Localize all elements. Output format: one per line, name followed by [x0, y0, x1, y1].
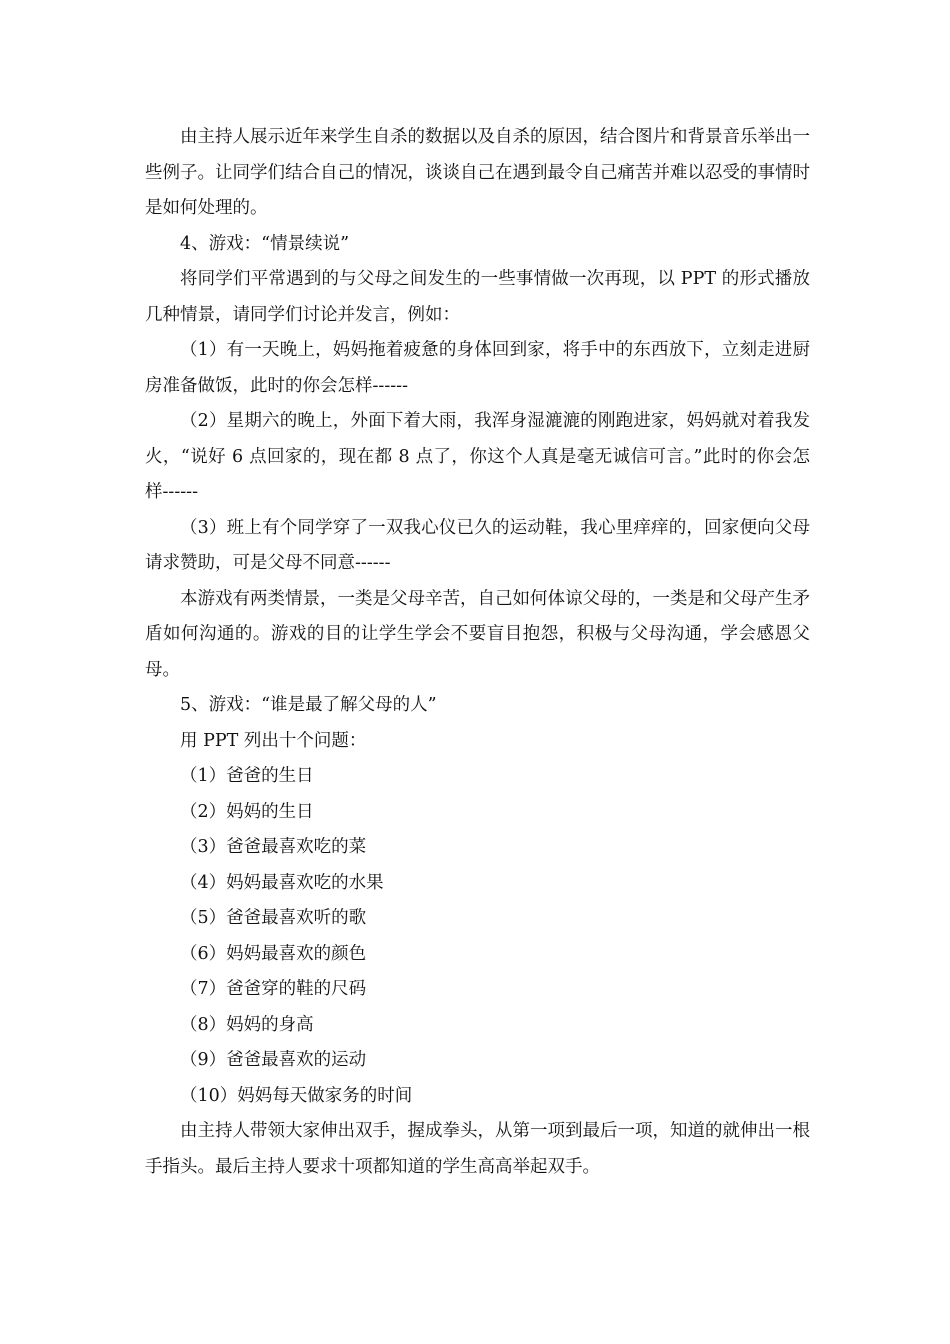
question-item-9: （9）爸爸最喜欢的运动	[180, 1050, 367, 1070]
question-item-6: （6）妈妈最喜欢的颜色	[180, 943, 367, 964]
question-item-1: （1）爸爸的生日	[180, 766, 314, 786]
question-item-4: （4）妈妈最喜欢吃的水果	[180, 872, 384, 893]
paragraph-game-5-intro: 用 PPT 列出十个问题：	[180, 730, 367, 751]
question-item-10: （10）妈妈每天做家务的时间	[180, 1085, 413, 1106]
document-body	[145, 120, 810, 1185]
question-item-7: （7）爸爸穿的鞋的尺码	[180, 979, 367, 999]
scenario-1: （1）有一天晚上，妈妈拖着疲惫的身体回到家，将手中的东西放下，立刻走进厨房准备做饭，此时的你会怎样------	[145, 340, 810, 396]
section-heading-game-4: 4、游戏：“情景续说”	[180, 233, 350, 254]
question-item-3: （3）爸爸最喜欢吃的菜	[180, 837, 367, 857]
question-item-5: （5）爸爸最喜欢听的歌	[180, 908, 367, 928]
paragraph-intro: 由主持人展示近年来学生自杀的数据以及自杀的原因，结合图片和背景音乐举出一些例子。让同学们结合自己的情况，谈谈自己在遇到最令自己痛苦并难以忍受的事情时是如何处理的。	[145, 127, 810, 218]
paragraph-game-5-conclusion: 由主持人带领大家伸出双手，握成拳头，从第一项到最后一项，知道的就伸出一根手指头。最后主持人要求十项都知道的学生高高举起双手。	[145, 1121, 810, 1177]
question-item-2: （2）妈妈的生日	[180, 801, 314, 822]
scenario-3: （3）班上有个同学穿了一双我心仪已久的运动鞋，我心里痒痒的，回家便向父母请求赞助，可是父母不同意------	[145, 517, 810, 573]
scenario-2: （2）星期六的晚上，外面下着大雨，我浑身湿漉漉的刚跑进家，妈妈就对着我发火，“说好 6 点回家的，现在都 8 点了，你这个人真是毫无诚信可言。”此时的你会怎样------	[145, 411, 810, 502]
paragraph-game-4-description: 将同学们平常遇到的与父母之间发生的一些事情做一次再现，以 PPT 的形式播放几种情景，请同学们讨论并发言，例如：	[145, 269, 810, 325]
question-item-8: （8）妈妈的身高	[180, 1014, 314, 1035]
section-heading-game-5: 5、游戏：“谁是最了解父母的人”	[180, 695, 437, 715]
paragraph-game-4-summary: 本游戏有两类情景，一类是父母辛苦，自己如何体谅父母的，一类是和父母产生矛盾如何沟通的。游戏的目的让学生学会不要盲目抱怨，积极与父母沟通，学会感恩父母。	[145, 588, 810, 680]
